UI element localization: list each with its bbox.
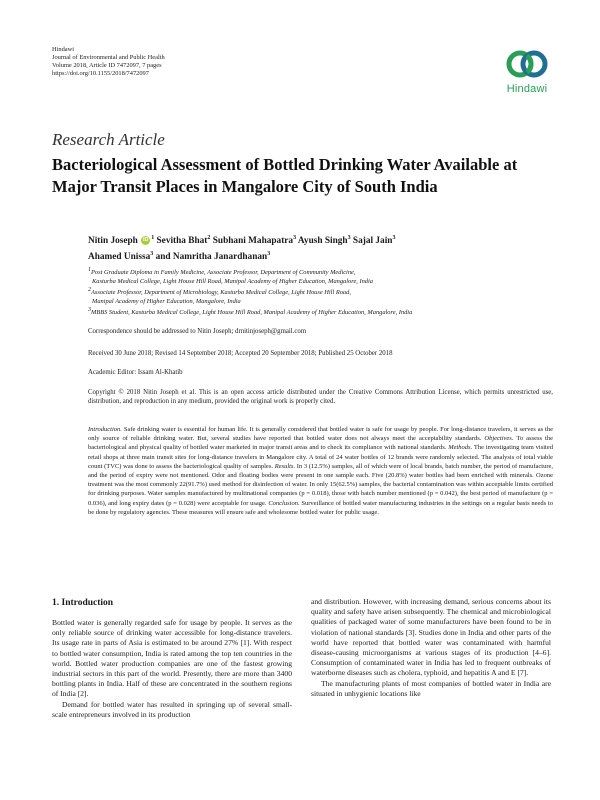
hindawi-logo	[497, 47, 557, 107]
author-name: Nitin Joseph	[88, 236, 138, 247]
abstract-text: The investigating team visited retail shops at three main transit sites for long-distance travelers in Mangalore city. A total of 24 water bottles of 12 brands were randomly selected. The analysis of total viable count (TVC) was done to assess the bacteriological quality of samples.	[88, 444, 554, 470]
author-name: Ahamed Unissa	[88, 252, 151, 263]
author-name: Subhani Mahapatra	[212, 236, 294, 247]
abstract	[88, 425, 553, 517]
abstract-label: Objectives.	[484, 435, 514, 443]
body-paragraph: The manufacturing plants of most companies of bottled water in India are situated in unhygienic locations like	[311, 678, 551, 698]
academic-editor: Academic Editor: Issam Al-Khatib	[88, 369, 183, 376]
publisher-name: Hindawi	[52, 46, 75, 53]
paper-title: Bacteriological Assessment of Bottled Drinking Water Available at Major Transit Places in Mangalore City of South India	[52, 155, 518, 196]
abstract-text: To assess the bacteriological and physical quality of bottled water marketed in major transit areas and to check its compliance with national standards.	[88, 435, 553, 452]
correspondence: Correspondence should be addressed to Nitin Joseph; drnitinjoseph@gmail.com	[88, 328, 307, 335]
abstract-label: Conclusion.	[268, 499, 300, 507]
copyright-notice: Copyright © 2018 Nitin Joseph et al. This is an open access article distributed under the Creative Commons Attribution License, which permits unrestricted use, distribution, and reproduction in any medium, provided the original work is properly cited.	[88, 389, 553, 406]
author-sup: 3	[347, 235, 351, 241]
body-paragraph: Demand for bottled water has resulted in springing up of several small-scale entrepreneurs involved in its production	[52, 699, 292, 719]
affiliation	[88, 306, 553, 318]
affiliations	[88, 266, 553, 318]
body-paragraph: and distribution. However, with increasing demand, serious concerns about its quality and safety have arisen subsequently. The chemical and microbiological qualities of packaged water of some manufacturers have been found to be in violation of national standards [3]. Studies done in India and other parts of the world have reported that bottled water was contaminated with harmful disease-causing microorganisms at various stages of its production [4–6]. Consumption of contaminated water in India has led to frequent outbreaks of waterborne diseases such as cholera, typhoid, and hepatitis A and E [7].	[311, 597, 551, 678]
author-list	[88, 232, 548, 264]
abstract-text: Surveillance of bottled water manufacturing industries in the settings on a regular basis needs to be done by regulatory agencies. These measures will ensure safe and wholesome bottled water for public usage.	[88, 499, 554, 516]
author-name: Namritha Janardhanan	[172, 252, 268, 263]
affiliation	[88, 286, 553, 298]
orcid-icon[interactable]: iD	[142, 237, 149, 244]
author-name: Ayush Singh	[297, 236, 348, 247]
affiliation	[88, 266, 553, 278]
author-name: Sajal Jain	[352, 236, 393, 247]
author-sup: 2	[207, 235, 211, 241]
affiliation-text: Post Graduate Diploma in Family Medicine, Associate Professor, Department of Community Medicine,	[91, 269, 356, 277]
affiliation-sup: 2	[88, 287, 91, 294]
journal-volume: Volume 2018, Article ID 7472097, 7 pages	[52, 62, 162, 69]
journal-info	[52, 46, 165, 78]
author-sup: 3	[293, 235, 297, 241]
affiliation-cont: Manipal Academy of Higher Education, Mangalore, India	[92, 297, 241, 305]
author-conjunction: and	[155, 252, 171, 263]
abstract-label: Results.	[274, 462, 296, 470]
affiliation-cont: Kasturba Medical College, Light House Hill Road, Manipal Academy of Higher Education, Mangalore, India	[92, 277, 373, 285]
abstract-text: Safe drinking water is essential for human life. It is generally considered that bottled water is safe for usage by people. For long-distance travelers, it serves as the only source of reliable drinking water. But, several studies have reported that bottled water does not always meet the acceptability standards.	[88, 426, 553, 443]
body-paragraph: Bottled water is generally regarded safe for usage by people. It serves as the only reliable source of drinking water accessible for long-distance travelers. Its usage rate in parts of Asia is estimated to be around 27% [1]. With respect to bottled water consumption, India is rated among the top ten countries in the world. Bottled water production companies are one of the fastest growing industrial sectors in this part of the world. Presently, there are more than 3400 bottling plants in India. Half of these are concentrated in the southern regions of India [2].	[52, 618, 292, 699]
body-column-left	[52, 618, 292, 794]
affiliation-sup: 1	[88, 267, 91, 273]
section-heading: 1. Introduction	[52, 598, 114, 608]
affiliation-text: Associate Professor, Department of Microbiology, Kasturba Medical College, Light House Hill Road,	[91, 289, 351, 297]
affiliation-text: MBBS Student, Kasturba Medical College, Light House Hill Road, Manipal Academy of Higher Education, Mangalore, India	[91, 309, 413, 317]
author-sup: 3	[150, 251, 154, 258]
body-column-right	[311, 597, 551, 797]
abstract-label: Methods.	[448, 444, 473, 452]
author-sup: 3	[392, 235, 396, 241]
journal-doi[interactable]: https://doi.org/10.1155/2018/7472097	[52, 70, 149, 77]
publication-dates: Received 30 June 2018; Revised 14 September 2018; Accepted 20 September 2018; Published 25 October 2018	[88, 350, 393, 357]
author-sup: 1	[151, 235, 155, 241]
affiliation-sup: 3	[88, 307, 91, 314]
journal-name: Journal of Environmental and Public Health	[52, 54, 165, 61]
article-type: Research Article	[52, 130, 165, 149]
abstract-label: Introduction.	[88, 426, 122, 433]
abstract-text: In 3 (12.5%) samples, all of which were of local brands, batch number, the period of manufacture, and the period of expiry were not mentioned. Odor and floating bodies were present in one sample each. Five (20.8%) water bottles had been enriched with minerals. Ozone treatment was the most commonly 22(91.7%) used method for disinfection of water. In only 15(62.5%) samples, the bacterial contamination was within acceptable limits certified for drinking purposes. Water samples manufactured by multinational companies (p = 0.018), those with batch number mentioned (p = 0.042), the best period of manufacture (p = 0.036), and long expiry dates (p = 0.028) were acceptable for usage.	[88, 462, 554, 507]
hindawi-logo-text: Hindawi	[506, 83, 548, 95]
hindawi-logo-icon	[505, 47, 549, 81]
author-name: Sevitha Bhat	[156, 236, 208, 247]
author-sup: 3	[267, 251, 271, 258]
